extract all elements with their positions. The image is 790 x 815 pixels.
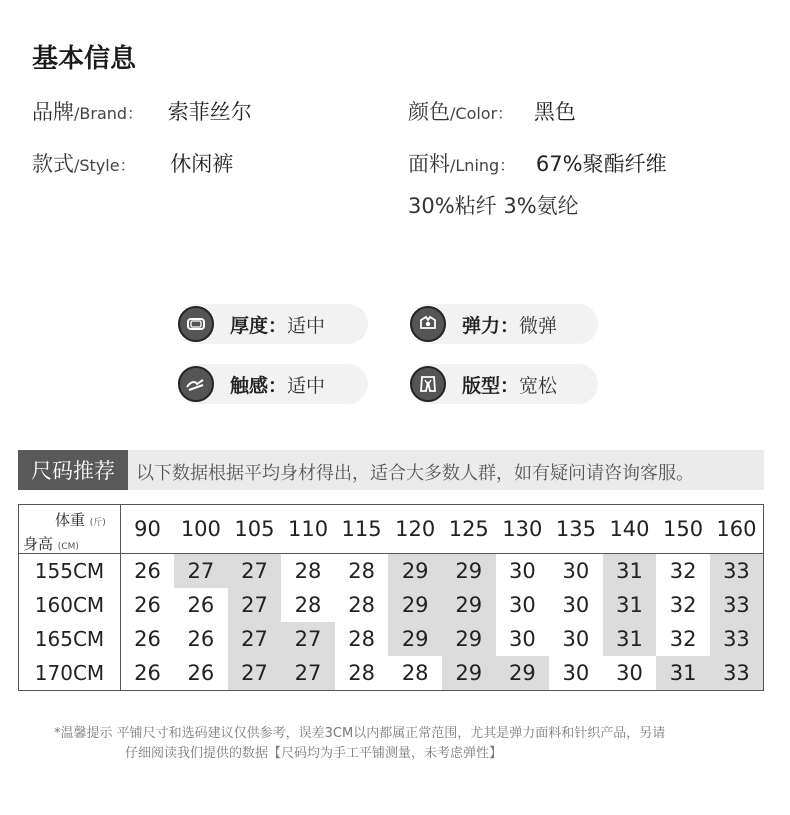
brand-value: 索菲丝尔 [167,100,252,124]
brand-attr [32,96,252,126]
size-cell: 28 [401,661,429,685]
weight-header-cell: 120 [388,505,442,554]
height-cell: 160CM [19,588,121,622]
size-cell: 28 [348,593,375,617]
brand-label: 品牌 [32,100,74,124]
size-cell: 33 [710,622,764,656]
size-cell: 27 [228,622,282,656]
size-cell: 30 [616,661,643,685]
weight-header-cell: 160 [710,505,764,554]
size-cell: 31 [656,656,710,691]
feature-key: 弹力： [462,314,520,337]
size-cell: 29 [388,554,442,589]
weight-header-cell: 100 [174,505,228,554]
size-cell: 26 [187,661,215,685]
size-cell: 30 [508,593,536,617]
fabric-value: 67%聚酯纤维 [535,152,667,176]
size-cell: 33 [710,554,764,589]
size-cell: 26 [134,593,161,617]
color-value: 黑色 [533,100,576,124]
size-cell: 26 [134,661,161,685]
size-cell: 28 [348,627,375,651]
size-cell: 26 [134,627,161,651]
stretch-icon [410,306,446,342]
feature-key: 厚度： [230,314,288,337]
weight-header-cell: 115 [335,505,389,554]
size-cell: 30 [508,559,536,583]
color-label: 颜色 [408,100,450,124]
size-cell: 32 [669,559,697,583]
style-attr [32,148,233,178]
brand-label-en: /Brand： [74,104,144,123]
height-cell: 155CM [19,554,121,589]
size-cell: 30 [562,627,590,651]
size-cell: 27 [228,656,282,691]
size-cell: 33 [710,588,764,622]
weight-header-cell: 90 [121,505,175,554]
size-cell: 30 [562,593,590,617]
footnote-line-2: 仔细阅读我们提供的数据【尺码均为手工平铺测量，未考虑弹性】 [125,746,503,761]
size-table [18,504,764,691]
weight-header-cell: 105 [228,505,282,554]
size-cell: 27 [174,554,228,589]
fit-icon [410,366,446,402]
table-row [19,588,764,622]
size-banner-tag: 尺码推荐 [18,450,128,490]
size-cell: 28 [294,559,322,583]
weight-header-cell: 150 [656,505,710,554]
height-unit: (CM) [57,542,79,552]
size-cell: 27 [228,588,282,622]
footnote-line-1: *温馨提示 平铺尺寸和选码建议仅供参考，误差3CM以内都属正常范围，尤其是弹力面料和针织产品，另请 [54,726,666,741]
table-row [19,622,764,656]
height-cell: 170CM [19,656,121,691]
feature-key: 触感： [230,374,288,397]
size-recommendation-banner [18,450,764,490]
size-cell: 28 [348,661,375,685]
fabric-value-2: 30%粘纤 3%氨纶 [408,194,579,218]
size-cell: 29 [442,588,496,622]
size-cell: 29 [388,622,442,656]
style-value: 休闲裤 [170,152,234,176]
size-cell: 29 [442,622,496,656]
size-cell: 30 [562,661,590,685]
size-cell: 31 [603,588,657,622]
feature-fit [410,364,598,404]
size-cell: 27 [228,554,282,589]
weight-header-cell: 140 [603,505,657,554]
size-cell: 28 [348,559,375,583]
size-cell: 26 [134,559,161,583]
weight-label: 体重 [55,511,86,529]
size-cell: 26 [187,593,215,617]
fabric-label-en: /Lning： [450,156,516,175]
feature-key: 版型： [462,374,520,397]
feature-thickness [178,304,368,344]
table-row [19,656,764,691]
table-corner [19,505,121,554]
feature-stretch [410,304,598,344]
size-cell: 28 [294,593,322,617]
size-cell: 26 [187,627,215,651]
size-cell: 31 [603,554,657,589]
footnote [54,724,744,764]
weight-header-cell: 130 [496,505,550,554]
fabric-label: 面料 [408,152,450,176]
size-cell: 31 [603,622,657,656]
size-banner-description: 以下数据根据平均身材得出，适合大多数人群，如有疑问请咨询客服。 [136,463,694,484]
height-label: 身高 [23,535,54,553]
color-attr [408,96,576,126]
thickness-icon [178,306,214,342]
feature-value: 宽松 [519,374,558,397]
feature-touch [178,364,368,404]
size-cell: 27 [281,622,335,656]
weight-header-cell: 110 [281,505,335,554]
feature-value: 适中 [287,314,326,337]
size-cell: 32 [669,593,697,617]
table-row [19,554,764,589]
fabric-attr [408,148,667,178]
style-label-en: /Style： [74,156,136,175]
color-label-en: /Color： [450,104,514,123]
weight-header-cell: 125 [442,505,496,554]
size-cell: 27 [281,656,335,691]
size-cell: 33 [710,656,764,691]
feature-value: 微弹 [519,314,558,337]
size-cell: 29 [442,554,496,589]
size-cell: 29 [442,656,496,691]
size-cell: 29 [388,588,442,622]
height-cell: 165CM [19,622,121,656]
size-cell: 32 [669,627,697,651]
style-label: 款式 [32,152,74,176]
size-cell: 29 [496,656,550,691]
size-cell: 30 [562,559,590,583]
weight-unit: (斤) [89,518,106,528]
touch-icon [178,366,214,402]
weight-header-cell: 135 [549,505,603,554]
size-cell: 30 [508,627,536,651]
feature-value: 适中 [287,374,326,397]
section-title: 基本信息 [32,44,137,74]
size-table-header [19,505,764,554]
